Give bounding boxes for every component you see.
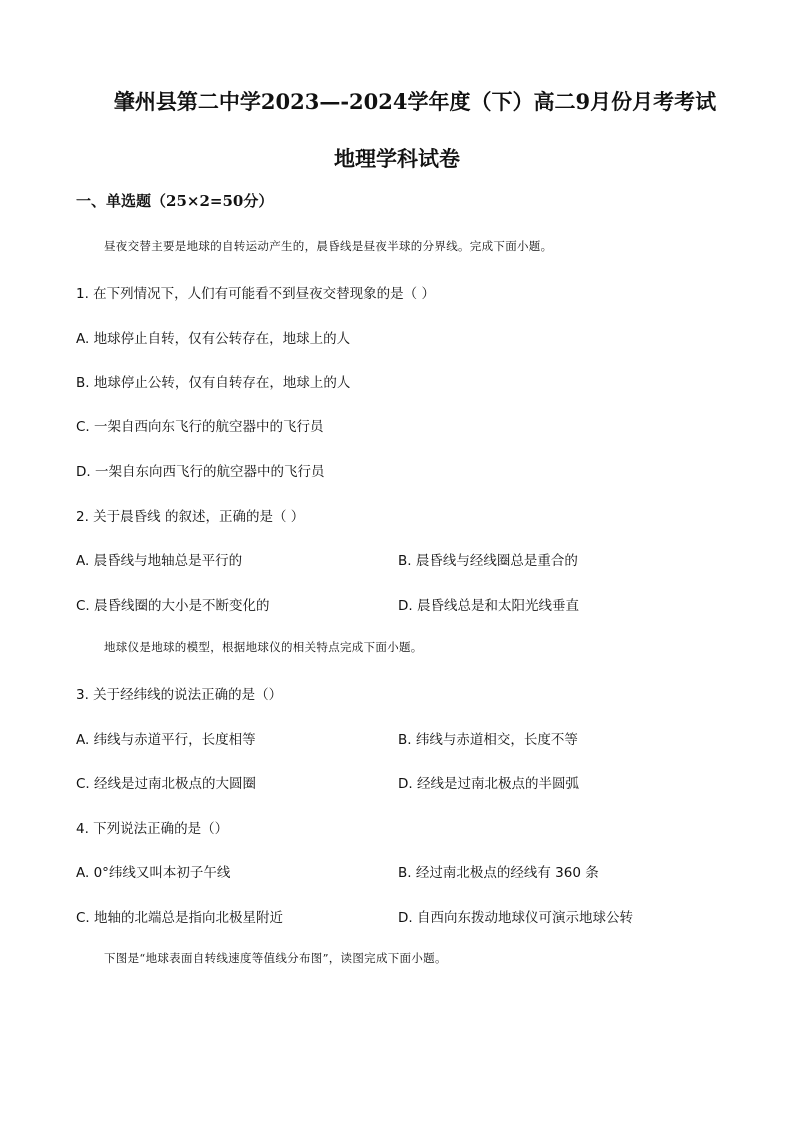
question-2-option-c[interactable]: C. 晨昏线圈的大小是不断变化的 — [76, 598, 270, 614]
question-1-stem: 1. 在下列情况下，人们有可能看不到昼夜交替现象的是（ ） — [76, 286, 435, 302]
question-3-option-d[interactable]: D. 经线是过南北极点的半圆弧 — [398, 776, 579, 792]
question-3-option-c[interactable]: C. 经线是过南北极点的大圆圈 — [76, 776, 257, 792]
intro-text: 下图是“地球表面自转线速度等值线分布图”，读图完成下面小题。 — [104, 951, 447, 965]
question-2-option-a[interactable]: A. 晨昏线与地轴总是平行的 — [76, 553, 243, 569]
question-4-option-b[interactable]: B. 经过南北极点的经线有 360 条 — [398, 865, 599, 881]
question-1-option-d[interactable]: D. 一架自东向西飞行的航空器中的飞行员 — [76, 464, 325, 480]
question-2-option-d[interactable]: D. 晨昏线总是和太阳光线垂直 — [398, 598, 579, 614]
question-4-stem: 4. 下列说法正确的是（） — [76, 821, 229, 837]
question-3-stem: 3. 关于经纬线的说法正确的是（） — [76, 687, 283, 703]
question-1-option-c[interactable]: C. 一架自西向东飞行的航空器中的飞行员 — [76, 419, 324, 435]
section-heading: 一、单选题（25×2=50分） — [76, 192, 274, 210]
exam-subtitle: 地理学科试卷 — [334, 146, 460, 171]
question-4-option-c[interactable]: C. 地轴的北端总是指向北极星附近 — [76, 910, 284, 926]
exam-title: 肇州县第二中学2023—-2024学年度（下）高二9月份月考考试 — [113, 89, 717, 114]
question-1-option-b[interactable]: B. 地球停止公转，仅有自转存在，地球上的人 — [76, 375, 351, 391]
question-4-option-d[interactable]: D. 自西向东拨动地球仪可演示地球公转 — [398, 910, 633, 926]
question-2-option-b[interactable]: B. 晨昏线与经线圈总是重合的 — [398, 553, 578, 569]
question-1-option-a[interactable]: A. 地球停止自转，仅有公转存在，地球上的人 — [76, 331, 351, 347]
question-3-option-a[interactable]: A. 纬线与赤道平行，长度相等 — [76, 732, 256, 748]
intro-text: 昼夜交替主要是地球的自转运动产生的，晨昏线是昼夜半球的分界线。完成下面小题。 — [104, 239, 553, 253]
question-2-stem: 2. 关于晨昏线 的叙述，正确的是（ ） — [76, 509, 305, 525]
question-3-option-b[interactable]: B. 纬线与赤道相交，长度不等 — [398, 732, 578, 748]
intro-text: 地球仪是地球的模型，根据地球仪的相关特点完成下面小题。 — [104, 640, 423, 654]
question-4-option-a[interactable]: A. 0°纬线又叫本初子午线 — [76, 865, 231, 881]
